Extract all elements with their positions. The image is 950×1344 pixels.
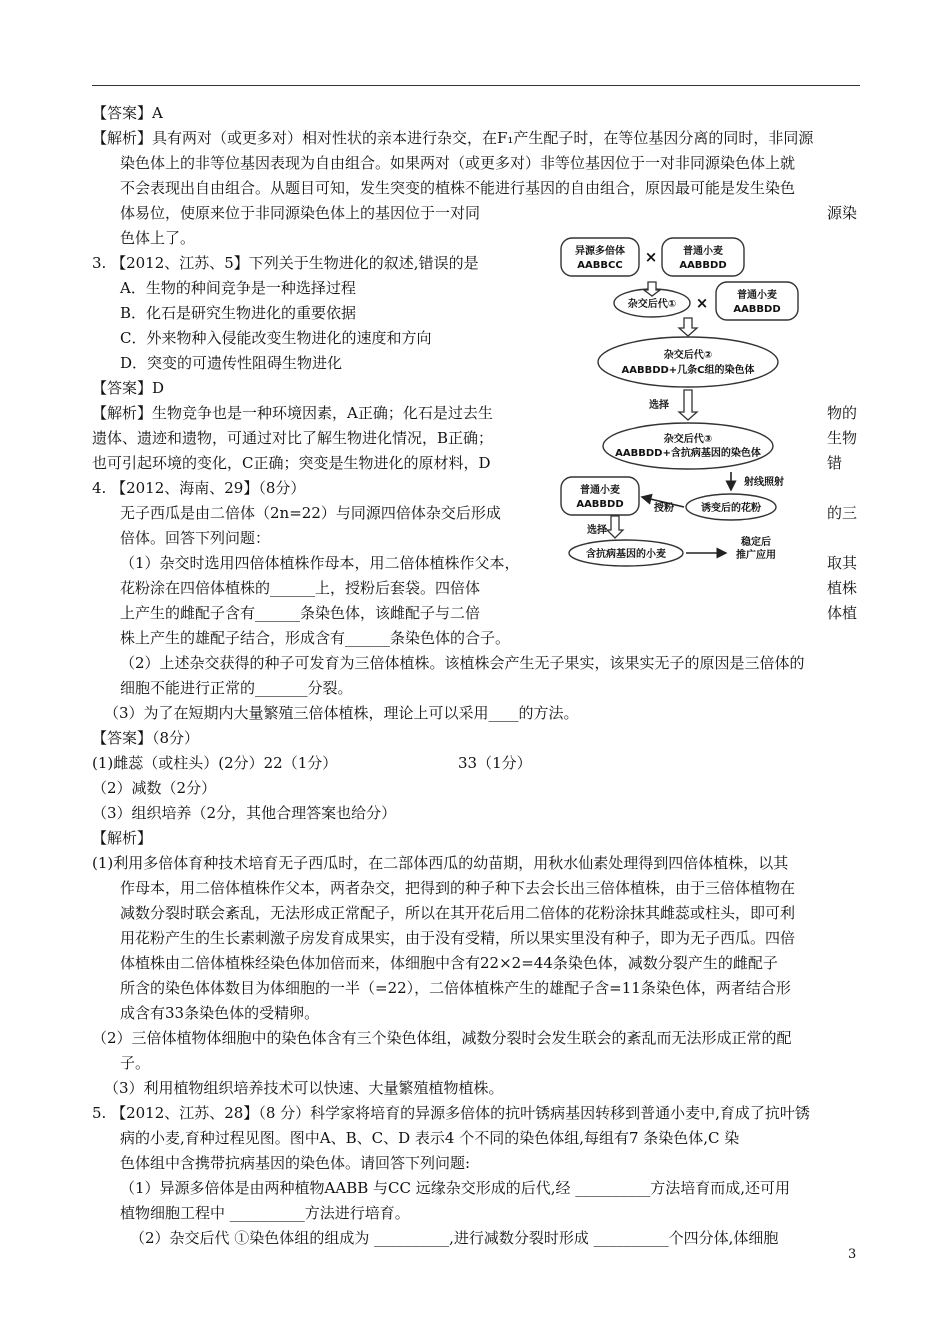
irradiate-label: 射线照射 — [744, 477, 784, 488]
cross-sign-2: × — [695, 294, 709, 312]
text-line: 体易位，使原来位于非同源染色体上的基因位于一对同 — [120, 204, 481, 222]
parent-c-genome: AABBDD — [733, 304, 781, 315]
text-line: B．化石是研究生物进化的重要依据 — [120, 304, 357, 322]
text-line: 所含的染色体体数目为体细胞的一半（=22），二倍体植株产生的雄配子含=11条染色体，两者结合形 — [120, 979, 791, 997]
text-line: A．生物的种间竞争是一种选择过程 — [120, 279, 356, 297]
text-line: 花粉涂在四倍体植株的______上，授粉后套袋。四倍体 — [120, 579, 481, 597]
text-line: 取其 — [827, 554, 858, 572]
text-line: 33（1分） — [458, 754, 532, 772]
text-line: 植物细胞工程中 __________方法进行培育。 — [120, 1204, 410, 1222]
text-line: 4. 【2012、海南、29】（8分） — [92, 479, 306, 497]
hollow-arrow — [607, 516, 623, 538]
wheat-name: 普通小麦 — [580, 485, 620, 496]
text-line: 用花粉产生的生长素刺激子房发育成果实，由于没有受精，所以果实里没有种子，即为无子西瓜。四倍 — [120, 929, 796, 947]
cross-sign-1: × — [644, 248, 658, 266]
hollow-arrow — [679, 318, 697, 336]
text-line: 【答案】A — [92, 104, 163, 122]
parent-a-genome: AABBCC — [577, 260, 623, 271]
text-line: 细胞不能进行正常的_______分裂。 — [120, 679, 353, 697]
text-line: 【解析】生物竞争也是一种环境因素，A正确；化石是过去生 — [92, 404, 493, 422]
text-line: 植株 — [827, 579, 858, 597]
hybrid2-label: 杂交后代② — [663, 350, 713, 361]
text-line: 子。 — [120, 1054, 151, 1072]
text-line: 错 — [827, 454, 843, 472]
breeding-diagram — [556, 232, 856, 577]
text-line: 减数分裂时联会紊乱，无法形成正常配子，所以在其开花后用二倍体的花粉涂抹其雌蕊或柱头，即可利 — [120, 904, 796, 922]
text-line: （1）异源多倍体是由两种植物AABB 与CC 远缘杂交形成的后代,经 __________方法培育而成,还可用 — [120, 1179, 791, 1197]
text-line: 【答案】D — [92, 379, 165, 397]
text-line: （2）减数（2分） — [92, 779, 217, 797]
hybrid2-genome: AABBDD+几条C组的染色体 — [621, 365, 755, 376]
text-line: 株上产生的雄配子结合，形成含有______条染色体的合子。 — [120, 629, 511, 647]
text-line: 上产生的雌配子含有______条染色体，该雌配子与二倍 — [120, 604, 481, 622]
text-line: 无子西瓜是由二倍体（2n=22）与同源四倍体杂交后形成 — [120, 504, 501, 522]
hybrid1-label: 杂交后代① — [627, 299, 677, 310]
text-line: 生物 — [827, 429, 858, 447]
text-line: 也可引起环境的变化，C正确；突变是生物进化的原材料，D — [92, 454, 491, 472]
hybrid3-label: 杂交后代③ — [663, 434, 713, 445]
text-line: 体植 — [827, 604, 858, 622]
text-line: 成含有33条染色体的受精卵。 — [120, 1004, 320, 1022]
text-line: （3）组织培养（2分，其他合理答案也给分） — [92, 804, 397, 822]
text-line: 物的 — [827, 404, 858, 422]
text-line: 【解析】具有两对（或更多对）相对性状的亲本进行杂交，在F₁产生配子时，在等位基因分离的同时，非同源 — [92, 129, 814, 147]
text-line: 不会表现出自由组合。从题目可知，发生突变的植株不能进行基因的自由组合，原因最可能是发生染色 — [120, 179, 796, 197]
text-line: （1）杂交时选用四倍体植株作母本，用二倍体植株作父本， — [120, 554, 520, 572]
select-label-2: 选择 — [587, 525, 607, 536]
parent-c-name: 普通小麦 — [737, 290, 777, 301]
text-line: 染色体上的非等位基因表现为自由组合。如果两对（或更多对）非等位基因位于一对非同源染色体上就 — [120, 154, 796, 172]
hybrid3-oval — [603, 423, 773, 469]
text-line: 倍体。回答下列问题： — [120, 529, 271, 547]
header-rule — [92, 85, 860, 86]
parent-b-genome: AABBDD — [679, 260, 727, 271]
text-line: （3）为了在短期内大量繁殖三倍体植株，理论上可以采用____的方法。 — [104, 704, 579, 722]
text-line: C．外来物种入侵能改变生物进化的速度和方向 — [120, 329, 432, 347]
parent-a-name: 异源多倍体 — [575, 246, 625, 257]
pollinate-label: 授粉 — [654, 503, 674, 514]
hybrid3-genome: AABBDD+含抗病基因的染色体 — [615, 448, 761, 459]
parent-b-name: 普通小麦 — [683, 246, 723, 257]
text-line: 色体组中含携带抗病基因的染色体。请回答下列问题: — [120, 1154, 471, 1172]
text-line: 体植株由二倍体植株经染色体加倍而来，体细胞中含有22×2=44条染色体，减数分裂产生的雌配子 — [120, 954, 778, 972]
text-line: （3）利用植物组织培养技术可以快速、大量繁殖植物植株。 — [104, 1079, 504, 1097]
text-line: 3. 【2012、江苏、5】下列关于生物进化的叙述,错误的是 — [92, 254, 479, 272]
stable-label-2: 推广应用 — [736, 550, 776, 561]
mutant-pollen-label: 诱变后的花粉 — [701, 503, 761, 514]
text-line: 作母本，用二倍体植株作父本，两者杂交，把得到的种子种下去会长出三倍体植株，由于三倍体植物在 — [120, 879, 796, 897]
text-line: (1)利用多倍体育种技术培育无子西瓜时，在二部体西瓜的幼苗期，用秋水仙素处理得到四倍体植株，以其 — [92, 854, 789, 872]
resistant-label: 含抗病基因的小麦 — [586, 549, 666, 560]
hollow-arrow — [679, 390, 697, 420]
text-line: （2）杂交后代 ①染色体组的组成为 __________,进行减数分裂时形成 __________个四分体,体细胞 — [130, 1229, 779, 1247]
text-line: 【答案】（8分） — [92, 729, 200, 747]
page-number: 3 — [848, 1247, 857, 1262]
text-line: 色体上了。 — [120, 229, 196, 247]
hybrid2-oval — [598, 337, 778, 387]
text-line: D．突变的可遗传性阻碍生物进化 — [120, 354, 343, 372]
text-line: 遗体、遗迹和遗物，可通过对比了解生物进化情况，B正确； — [92, 429, 494, 447]
text-line: （2）上述杂交获得的种子可发育为三倍体植株。该植株会产生无子果实，该果实无子的原因是三倍体的 — [120, 654, 805, 672]
wheat-genome: AABBDD — [576, 499, 624, 510]
select-label-1: 选择 — [649, 400, 669, 411]
text-line: (1)雌蕊（或柱头）(2分）22（1分） — [92, 754, 338, 772]
text-line: 病的小麦,育种过程见图。图中A、B、C、D 表示4 个不同的染色体组,每组有7 条染色体,C 染 — [120, 1129, 740, 1147]
text-line: 5. 【2012、江苏、28】（8 分）科学家将培育的异源多倍体的抗叶锈病基因转移到普通小麦中,育成了抗叶锈 — [92, 1104, 810, 1122]
stable-label-1: 稳定后 — [741, 537, 771, 548]
text-line: 【解析】 — [92, 829, 153, 847]
text-line: 的三 — [827, 504, 858, 522]
text-line: （2）三倍体植物体细胞中的染色体含有三个染色体组，减数分裂时会发生联会的紊乱而无法形成正常的配 — [92, 1029, 792, 1047]
text-line: 源染 — [827, 204, 858, 222]
